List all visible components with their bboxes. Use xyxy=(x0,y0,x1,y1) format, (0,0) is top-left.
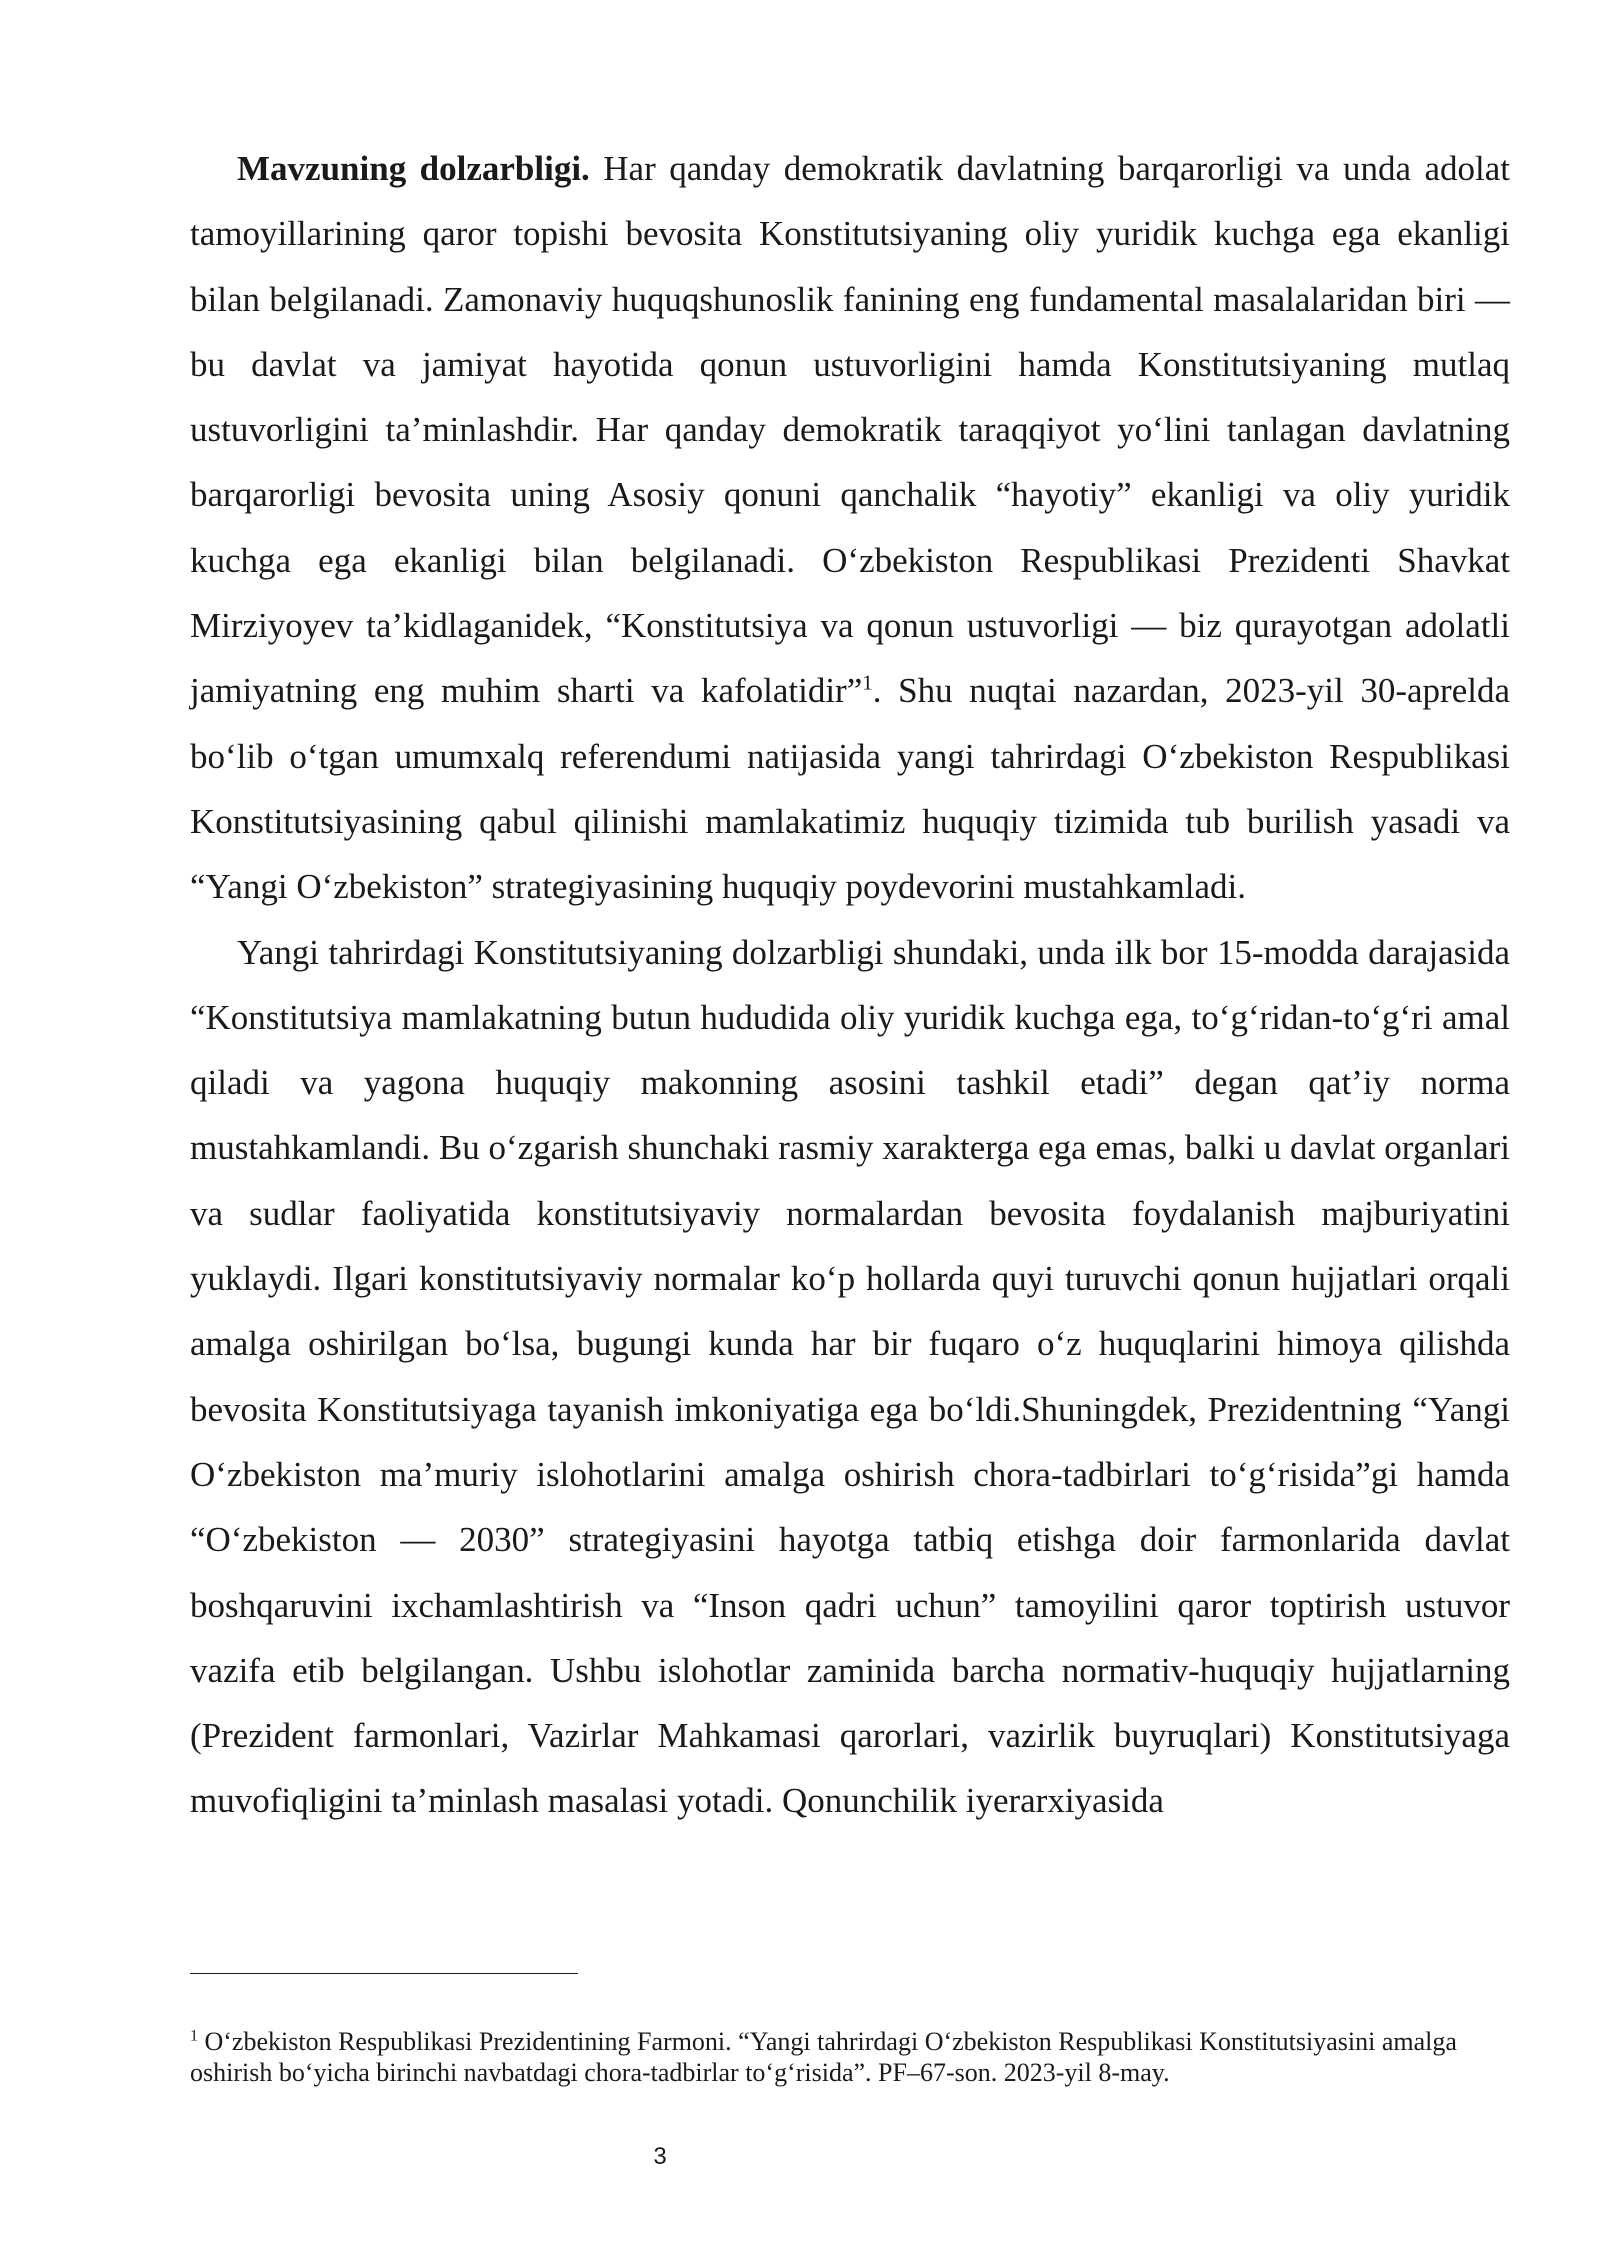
footnote xyxy=(190,2026,1490,2088)
paragraph-1-text-b: . Shu nuqtai nazardan, 2023-yil 30-aprelda bo‘lib o‘tgan umumxalq referendumi natijasida yangi tahrirdagi O‘zbekiston Respublikasi Konstitutsiyasining qabul qilinishi mamlakatimiz huquqiy tizimida tub burilish yasadi va “Yangi O‘zbekiston” strategiyasining huquqiy poydevorini mustahkamladi. xyxy=(190,671,1510,907)
body-text xyxy=(190,136,1510,1834)
footnote-mark: 1 xyxy=(190,2027,198,2045)
paragraph-1-text-a: Har qanday demokratik davlatning barqarorligi va unda adolat tamoyillarining qaror topishi bevosita Konstitutsiyaning oliy yuridik kuchga ega ekanligi bilan belgilanadi. Zamonaviy huquqshunoslik fanining eng fundamental masalalaridan biri — bu davlat va jamiyat hayotida qonun ustuvorligini hamda Konstitutsiyaning mutlaq ustuvorligini ta’minlashdir. Har qanday demokratik taraqqiyot yo‘lini tanlagan davlatning barqarorligi bevosita uning Asosiy qonuni qanchalik “hayotiy” ekanligi va oliy yuridik kuchga ega ekanligi bilan belgilanadi. O‘zbekiston Respublikasi Prezidenti Shavkat Mirziyoyev ta’kidlaganidek, “Konstitutsiya va qonun ustuvorligi — biz qurayotgan adolatli jamiyatning eng muhim sharti va kafolatidir” xyxy=(190,149,1511,711)
paragraph-1 xyxy=(190,136,1510,920)
footnote-separator xyxy=(190,1973,578,1974)
footnote-text: O‘zbekiston Respublikasi Prezidentining Farmoni. “Yangi tahrirdagi O‘zbekiston Respublikasi Konstitutsiyasini amalga oshirish bo‘yicha birinchi navbatdagi chora-tadbirlar to‘g‘risida”. PF–67-son. 2023-yil 8-may. xyxy=(190,2027,1457,2087)
paragraph-2: Yangi tahrirdagi Konstitutsiyaning dolzarbligi shundaki, unda ilk bor 15-modda darajasida “Konstitutsiya mamlakatning butun hududida oliy yuridik kuchga ega, to‘g‘ridan-to‘g‘ri amal qiladi va yagona huquqiy makonning asosini tashkil etadi” degan qat’iy norma mustahkamlandi. Bu o‘zgarish shunchaki rasmiy xarakterga ega emas, balki u davlat organlari va sudlar faoliyatida konstitutsiyaviy normalardan bevosita foydalanish majburiyatini yuklaydi. Ilgari konstitutsiyaviy normalar ko‘p hollarda quyi turuvchi qonun hujjatlari orqali amalga oshirilgan bo‘lsa, bugungi kunda har bir fuqaro o‘z huquqlarini himoya qilishda bevosita Konstitutsiyaga tayanish imkoniyatiga ega bo‘ldi.Shuningdek, Prezidentning “Yangi O‘zbekiston ma’muriy islohotlarini amalga oshirish chora-tadbirlari to‘g‘risida”gi hamda “O‘zbekiston — 2030” strategiyasini hayotga tatbiq etishga doir farmonlarida davlat boshqaruvini ixchamlashtirish va “Inson qadri uchun” tamoyilini qaror toptirish ustuvor vazifa etib belgilangan. Ushbu islohotlar zaminida barcha normativ-huquqiy hujjatlarning (Prezident farmonlari, Vazirlar Mahkamasi qarorlari, vazirlik buyruqlari) Konstitutsiyaga muvofiqligini ta’minlash masalasi yotadi. Qonunchilik iyerarxiyasida xyxy=(190,932,1510,1821)
footnote-reference: 1 xyxy=(862,670,873,695)
page-number: 3 xyxy=(653,2143,667,2170)
section-lead-heading: Mavzuning dolzarbligi. xyxy=(237,149,590,188)
